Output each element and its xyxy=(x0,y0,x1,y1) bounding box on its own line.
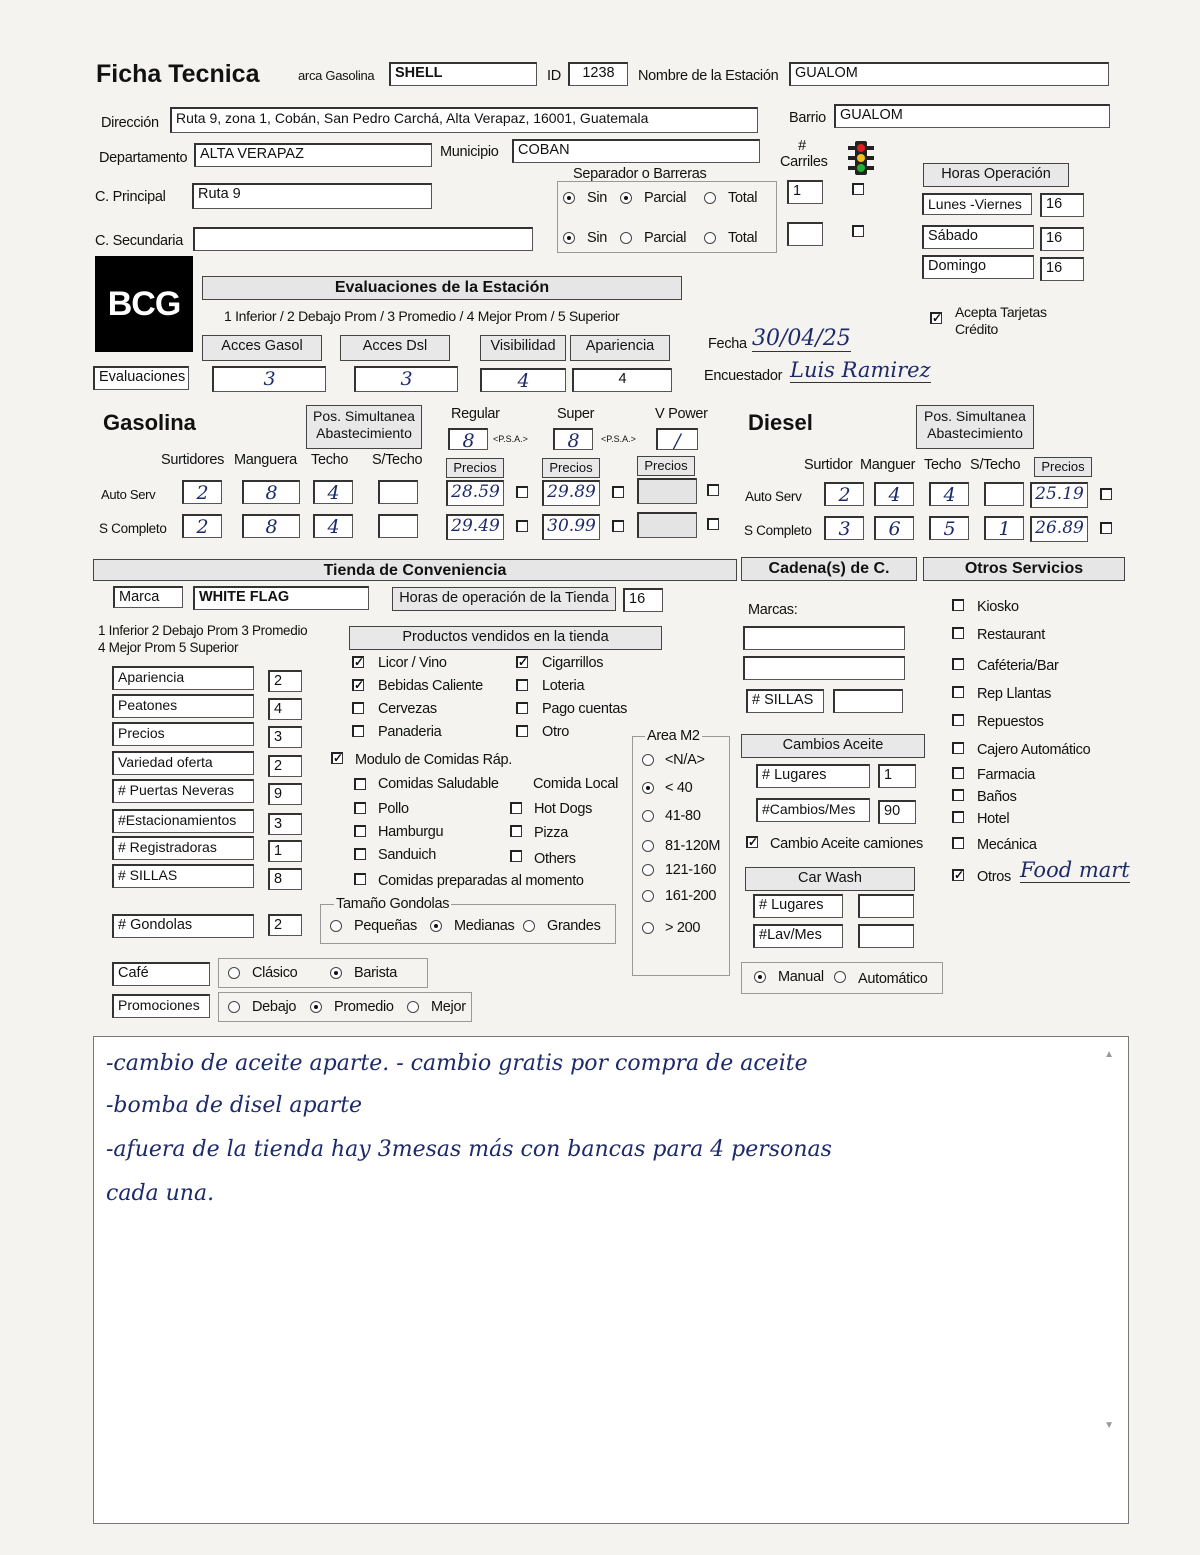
diesel-col-techo: Techo xyxy=(924,457,962,473)
producto-checkbox[interactable] xyxy=(352,725,364,737)
tienda-title: Tienda de Conveniencia xyxy=(93,559,737,581)
otro-servicio-label: Restaurant xyxy=(977,627,1045,643)
comidas-saludable-label: Comidas Saludable xyxy=(378,776,499,792)
gas-completo-label: S Completo xyxy=(99,521,167,536)
traffic-light-icon xyxy=(846,140,876,178)
producto-label: Cervezas xyxy=(378,701,437,717)
gondolas-medianas-radio[interactable] xyxy=(430,920,442,932)
tienda-marca-label: Marca xyxy=(113,586,183,608)
area-radio[interactable] xyxy=(642,782,654,794)
promo-debajo-radio[interactable] xyxy=(228,1001,240,1013)
cambios-mes-label: #Cambios/Mes xyxy=(756,798,870,822)
tienda-marca-field[interactable]: WHITE FLAG xyxy=(193,586,369,610)
barrio-label: Barrio xyxy=(789,110,826,126)
regular-label: Regular xyxy=(451,406,500,422)
carriles-principal-checkbox[interactable] xyxy=(852,183,864,195)
productos-title: Productos vendidos en la tienda xyxy=(349,626,662,650)
c-secundaria-label: C. Secundaria xyxy=(95,233,183,249)
area-label: 41-80 xyxy=(665,808,701,824)
gas-auto-serv-label: Auto Serv xyxy=(101,487,156,502)
evaluaciones-scale: 1 Inferior / 2 Debajo Prom / 3 Promedio / 4 Mejor Prom / 5 Superior xyxy=(224,308,620,324)
others-label: Others xyxy=(534,851,576,867)
nombre-estacion-field[interactable]: GUALOM xyxy=(789,62,1109,86)
sep-secundaria-sin-radio[interactable] xyxy=(563,232,575,244)
rating-field[interactable]: 8 xyxy=(268,868,302,890)
promociones-label: Promociones xyxy=(112,994,210,1018)
gas-completo-techo[interactable]: 4 xyxy=(313,514,353,538)
gondolas-label: # Gondolas xyxy=(112,914,254,938)
diesel-auto-techo[interactable]: 4 xyxy=(929,482,969,506)
diesel-col-surtidor: Surtidor xyxy=(804,457,853,473)
tienda-horas-field[interactable]: 16 xyxy=(623,588,663,612)
cadena-sillas-label: # SILLAS xyxy=(746,689,824,713)
eval-acces-gasol-field[interactable]: 3 xyxy=(212,366,326,392)
barrio-field[interactable]: GUALOM xyxy=(834,104,1110,128)
cambios-lugares-label: # Lugares xyxy=(756,764,870,788)
diesel-precios-header: Precios xyxy=(1034,457,1092,477)
cambios-mes-field[interactable]: 90 xyxy=(878,800,916,824)
diesel-completo-surtidor[interactable]: 3 xyxy=(824,516,864,540)
diesel-completo-precio[interactable]: 26.89 xyxy=(1030,516,1088,542)
form-title: Ficha Tecnica xyxy=(96,60,260,88)
producto-label: Loteria xyxy=(542,678,585,694)
carwash-manual-label: Manual xyxy=(778,969,824,985)
fecha-value[interactable]: 30/04/25 xyxy=(752,326,851,351)
carwash-lav-field[interactable] xyxy=(858,924,914,948)
departamento-label: Departamento xyxy=(99,150,188,166)
notes-area[interactable] xyxy=(93,1036,1129,1524)
otro-servicio-label: Baños xyxy=(977,789,1017,805)
super-psa-label: <P.S.A.> xyxy=(601,434,636,444)
diesel-pos-simultanea: Pos. Simultanea Abastecimiento xyxy=(916,405,1034,449)
gondolas-grandes-radio[interactable] xyxy=(523,920,535,932)
gas-auto-vpower-checkbox[interactable] xyxy=(707,484,719,496)
promo-mejor-radio[interactable] xyxy=(407,1001,419,1013)
acepta-tarjetas-label: Acepta Tarjetas Crédito xyxy=(955,304,1047,337)
promo-debajo-label: Debajo xyxy=(252,999,297,1015)
promo-mejor-label: Mejor xyxy=(431,999,466,1015)
gas-completo-precio-super[interactable]: 30.99 xyxy=(542,514,600,540)
vpower-psa-field[interactable]: / xyxy=(656,428,698,450)
rating-field[interactable]: 2 xyxy=(268,670,302,692)
otro-servicio-checkbox[interactable] xyxy=(952,627,964,639)
hotdogs-label: Hot Dogs xyxy=(534,801,593,817)
producto-checkbox[interactable]: ✓ xyxy=(518,655,529,669)
gondolas-pequenas-label: Pequeñas xyxy=(354,918,417,934)
gas-auto-manguera[interactable]: 8 xyxy=(242,480,300,504)
producto-checkbox[interactable] xyxy=(516,702,528,714)
rating-field[interactable]: 4 xyxy=(268,698,302,720)
gas-precios-regular-header: Precios xyxy=(446,458,504,478)
otros-servicios-title: Otros Servicios xyxy=(923,557,1125,581)
gas-completo-precio-regular[interactable]: 29.49 xyxy=(446,514,504,540)
lunes-viernes-label: Lunes -Viernes xyxy=(922,193,1032,215)
otro-servicio-checkbox[interactable] xyxy=(952,837,964,849)
preparadas-label: Comidas preparadas al momento xyxy=(378,873,584,889)
gas-completo-stecho[interactable] xyxy=(378,514,418,538)
carwash-automatico-radio[interactable] xyxy=(834,971,846,983)
cafe-barista-label: Barista xyxy=(354,965,398,981)
gas-auto-precio-super[interactable]: 29.89 xyxy=(542,480,600,506)
note-line: cada una. xyxy=(106,1181,215,1206)
otro-servicio-label: Repuestos xyxy=(977,714,1044,730)
gasolina-title: Gasolina xyxy=(103,410,196,435)
diesel-auto-stecho[interactable] xyxy=(984,482,1024,506)
area-radio[interactable] xyxy=(642,890,654,902)
note-line: -bomba de disel aparte xyxy=(106,1093,363,1118)
scroll-down-icon[interactable]: ▼ xyxy=(1104,1420,1114,1431)
eval-col-acces-dsl: Acces Dsl xyxy=(340,335,450,361)
cadena-sillas-field[interactable] xyxy=(833,689,903,713)
eval-col-acces-gasol: Acces Gasol xyxy=(202,335,322,361)
otro-servicio-label: Kiosko xyxy=(977,599,1019,615)
sabado-field[interactable]: 16 xyxy=(1040,227,1084,251)
c-principal-label: C. Principal xyxy=(95,189,166,205)
sep-principal-total-radio[interactable] xyxy=(704,192,716,204)
direccion-label: Dirección xyxy=(101,115,159,131)
gas-auto-precio-regular[interactable]: 28.59 xyxy=(446,480,504,506)
diesel-completo-manguer[interactable]: 6 xyxy=(874,516,914,540)
otro-servicio-label: Rep Llantas xyxy=(977,686,1052,702)
tienda-scale-2: 4 Mejor Prom 5 Superior xyxy=(98,640,239,655)
producto-label: Panaderia xyxy=(378,724,442,740)
sabado-label: Sábado xyxy=(922,225,1034,249)
tienda-horas-label: Horas de operación de la Tienda xyxy=(392,587,616,611)
gas-completo-manguera[interactable]: 8 xyxy=(242,514,300,538)
gas-precios-super-header: Precios xyxy=(542,458,600,478)
hotdogs-checkbox[interactable] xyxy=(510,802,522,814)
c-principal-field[interactable]: Ruta 9 xyxy=(192,183,432,209)
pollo-checkbox[interactable] xyxy=(354,802,366,814)
carwash-title: Car Wash xyxy=(745,867,915,891)
area-label: 81-120M xyxy=(665,838,721,854)
area-label: <N/A> xyxy=(665,752,705,768)
sep-secundaria-total-label: Total xyxy=(728,230,758,246)
area-radio[interactable] xyxy=(642,810,654,822)
sanduich-label: Sanduich xyxy=(378,847,437,863)
otro-servicio-checkbox[interactable] xyxy=(952,658,964,670)
diesel-auto-checkbox[interactable] xyxy=(1100,488,1112,500)
sep-principal-total-label: Total xyxy=(728,190,758,206)
direccion-field[interactable]: Ruta 9, zona 1, Cobán, San Pedro Carchá, Alta Verapaz, 16001, Guatemala xyxy=(170,107,758,133)
note-line: -cambio de aceite aparte. - cambio gratis por compra de aceite xyxy=(106,1051,808,1076)
producto-label: Bebidas Caliente xyxy=(378,678,483,694)
rating-label: Apariencia xyxy=(112,666,254,690)
gas-auto-super-checkbox[interactable] xyxy=(612,486,624,498)
note-line: -afuera de la tienda hay 3mesas más con bancas para 4 personas xyxy=(106,1137,832,1162)
promo-promedio-label: Promedio xyxy=(334,999,394,1015)
cambios-lugares-field[interactable]: 1 xyxy=(878,764,916,788)
otro-servicio-checkbox[interactable] xyxy=(952,599,964,611)
gas-completo-precio-vpower[interactable] xyxy=(637,512,697,538)
encuestador-value[interactable]: Luis Ramirez xyxy=(790,358,931,382)
carwash-lugares-field[interactable] xyxy=(858,894,914,918)
others-checkbox[interactable] xyxy=(510,850,522,862)
carriles-secundaria-field[interactable] xyxy=(787,222,823,246)
sanduich-checkbox[interactable] xyxy=(354,848,366,860)
fecha-label: Fecha xyxy=(708,336,747,352)
rating-field[interactable]: 3 xyxy=(268,726,302,748)
otro-servicio-checkbox[interactable] xyxy=(952,686,964,698)
cafe-barista-radio[interactable] xyxy=(330,967,342,979)
gas-col-techo: Techo xyxy=(311,452,349,468)
eval-col-visibilidad: Visibilidad xyxy=(480,335,566,361)
area-label: < 40 xyxy=(665,780,693,796)
separador-label: Separador o Barreras xyxy=(573,166,707,182)
diesel-completo-stecho[interactable]: 1 xyxy=(984,516,1024,540)
pollo-label: Pollo xyxy=(378,801,409,817)
otro-servicio-checkbox[interactable] xyxy=(952,742,964,754)
gondolas-pequenas-radio[interactable] xyxy=(330,920,342,932)
marca-gasolina-label: arca Gasolina xyxy=(298,68,375,83)
producto-label: Cigarrillos xyxy=(542,655,604,671)
rating-label: Peatones xyxy=(112,694,254,718)
nombre-estacion-label: Nombre de la Estación xyxy=(638,68,779,84)
bcg-logo: BCG xyxy=(95,256,193,352)
carwash-automatico-label: Automático xyxy=(858,971,928,987)
producto-checkbox[interactable]: ✓ xyxy=(354,678,365,692)
area-radio[interactable] xyxy=(642,864,654,876)
carwash-lugares-label: # Lugares xyxy=(753,894,843,918)
evaluaciones-title: Evaluaciones de la Estación xyxy=(202,276,682,300)
eval-acces-dsl-field[interactable]: 3 xyxy=(354,366,458,392)
preparadas-checkbox[interactable] xyxy=(354,873,366,885)
cambios-aceite-title: Cambios Aceite xyxy=(741,734,925,758)
producto-label: Licor / Vino xyxy=(378,655,447,671)
area-m2-group xyxy=(632,736,730,976)
sep-principal-sin-label: Sin xyxy=(587,190,608,206)
hamburgu-label: Hamburgu xyxy=(378,824,444,840)
diesel-auto-label: Auto Serv xyxy=(745,489,802,504)
gas-auto-stecho[interactable] xyxy=(378,480,418,504)
rating-field[interactable]: 9 xyxy=(268,783,302,805)
c-secundaria-field[interactable] xyxy=(193,227,533,251)
tienda-scale-1: 1 Inferior 2 Debajo Prom 3 Promedio xyxy=(98,623,308,638)
otros-value[interactable]: Food mart xyxy=(1020,858,1130,882)
gondolas-field[interactable]: 2 xyxy=(268,914,302,936)
cafe-clasico-radio[interactable] xyxy=(228,967,240,979)
gas-auto-techo[interactable]: 4 xyxy=(313,480,353,504)
producto-label: Pago cuentas xyxy=(542,701,628,717)
municipio-field[interactable]: COBAN xyxy=(512,139,760,163)
cambio-camiones-checkbox[interactable]: ✓ xyxy=(748,835,759,849)
scroll-up-icon[interactable]: ▲ xyxy=(1104,1049,1114,1060)
super-psa-field[interactable]: 8 xyxy=(553,428,593,450)
regular-psa-field[interactable]: 8 xyxy=(448,428,488,450)
gas-completo-regular-checkbox[interactable] xyxy=(516,520,528,532)
area-radio[interactable] xyxy=(642,754,654,766)
carriles-secundaria-checkbox[interactable] xyxy=(852,225,864,237)
cadenas-title: Cadena(s) de C. xyxy=(741,557,917,581)
rating-field[interactable]: 3 xyxy=(268,813,302,835)
sep-principal-parcial-label: Parcial xyxy=(644,190,687,206)
area-label: > 200 xyxy=(665,920,701,936)
otro-servicio-checkbox[interactable] xyxy=(952,789,964,801)
domingo-label: Domingo xyxy=(922,255,1034,279)
eval-visibilidad-field[interactable]: 4 xyxy=(480,368,566,392)
carwash-lav-label: #Lav/Mes xyxy=(753,924,843,948)
gas-auto-surtidores[interactable]: 2 xyxy=(182,480,222,504)
producto-label: Otro xyxy=(542,724,569,740)
cafe-clasico-label: Clásico xyxy=(252,965,298,981)
rating-label: # SILLAS xyxy=(112,864,254,888)
gas-completo-surtidores[interactable]: 2 xyxy=(182,514,222,538)
gas-col-surtidores: Surtidores xyxy=(161,452,225,468)
comida-local-label: Comida Local xyxy=(533,776,619,792)
area-radio[interactable] xyxy=(642,922,654,934)
gas-completo-super-checkbox[interactable] xyxy=(612,520,624,532)
id-field[interactable]: 1238 xyxy=(568,62,628,86)
modulo-comidas-checkbox[interactable]: ✓ xyxy=(333,751,344,765)
otro-servicio-checkbox[interactable] xyxy=(952,811,964,823)
otros-checkbox[interactable]: ✓ xyxy=(954,868,965,882)
diesel-auto-surtidor[interactable]: 2 xyxy=(824,482,864,506)
diesel-col-manguer: Manguer xyxy=(860,457,916,473)
diesel-completo-techo[interactable]: 5 xyxy=(929,516,969,540)
rating-label: #Estacionamientos xyxy=(112,809,254,833)
area-radio[interactable] xyxy=(642,840,654,852)
otros-label: Otros xyxy=(977,869,1011,885)
sep-secundaria-parcial-radio[interactable] xyxy=(620,232,632,244)
super-label: Super xyxy=(557,406,595,422)
area-label: 161-200 xyxy=(665,888,717,904)
gondolas-grandes-label: Grandes xyxy=(547,918,601,934)
encuestador-label: Encuestador xyxy=(704,368,783,384)
area-m2-title: Area M2 xyxy=(647,728,700,744)
sep-secundaria-total-radio[interactable] xyxy=(704,232,716,244)
horas-operacion-button[interactable]: Horas Operación xyxy=(923,163,1069,187)
sep-secundaria-sin-label: Sin xyxy=(587,230,608,246)
otro-servicio-label: Hotel xyxy=(977,811,1010,827)
otro-servicio-label: Farmacia xyxy=(977,767,1036,783)
gas-auto-regular-checkbox[interactable] xyxy=(516,486,528,498)
marca-gasolina-field[interactable]: SHELL xyxy=(389,62,537,86)
area-label: 121-160 xyxy=(665,862,717,878)
departamento-field[interactable]: ALTA VERAPAZ xyxy=(194,143,432,167)
regular-psa-label: <P.S.A.> xyxy=(493,434,528,444)
otro-servicio-label: Mecánica xyxy=(977,837,1037,853)
otro-servicio-label: Cajero Automático xyxy=(977,742,1091,758)
otro-servicio-checkbox[interactable] xyxy=(952,714,964,726)
gas-col-manguera: Manguera xyxy=(234,452,297,468)
sep-principal-parcial-radio[interactable] xyxy=(620,192,632,204)
gas-col-stecho: S/Techo xyxy=(372,452,423,468)
rating-field[interactable]: 1 xyxy=(268,840,302,862)
acepta-tarjetas-checkbox[interactable]: ✓ xyxy=(932,311,943,325)
modulo-comidas-label: Modulo de Comidas Ráp. xyxy=(355,752,513,768)
cambio-camiones-label: Cambio Aceite camiones xyxy=(770,836,923,852)
eval-apariencia-field[interactable]: 4 xyxy=(572,368,672,392)
lunes-viernes-field[interactable]: 16 xyxy=(1040,193,1084,217)
rating-label: # Puertas Neveras xyxy=(112,779,254,803)
carriles-label: # Carriles xyxy=(780,138,828,170)
diesel-col-stecho: S/Techo xyxy=(970,457,1021,473)
cadena-marca-2-field[interactable] xyxy=(743,656,905,680)
producto-checkbox[interactable] xyxy=(516,725,528,737)
rating-field[interactable]: 2 xyxy=(268,755,302,777)
rating-label: Variedad oferta xyxy=(112,751,254,775)
hamburgu-checkbox[interactable] xyxy=(354,825,366,837)
gondolas-medianas-label: Medianas xyxy=(454,918,515,934)
producto-checkbox[interactable]: ✓ xyxy=(354,655,365,669)
otro-servicio-label: Caféteria/Bar xyxy=(977,658,1059,674)
diesel-auto-precio[interactable]: 25.19 xyxy=(1030,482,1088,508)
cadena-marca-1-field[interactable] xyxy=(743,626,905,650)
diesel-auto-manguer[interactable]: 4 xyxy=(874,482,914,506)
promo-promedio-radio[interactable] xyxy=(310,1001,322,1013)
id-label: ID xyxy=(547,68,561,84)
sep-secundaria-parcial-label: Parcial xyxy=(644,230,687,246)
carriles-principal-field[interactable]: 1 xyxy=(787,180,823,204)
carwash-manual-radio[interactable] xyxy=(754,971,766,983)
gas-auto-precio-vpower[interactable] xyxy=(637,478,697,504)
tamano-gondolas-title: Tamaño Gondolas xyxy=(336,896,450,912)
eval-col-apariencia: Apariencia xyxy=(570,335,670,361)
pizza-label: Pizza xyxy=(534,825,568,841)
rating-label: # Registradoras xyxy=(112,836,254,860)
gas-precios-vpower-header: Precios xyxy=(637,456,695,476)
sep-principal-sin-radio[interactable] xyxy=(563,192,575,204)
gasolina-pos-simultanea: Pos. Simultanea Abastecimiento xyxy=(306,405,422,449)
cafe-label: Café xyxy=(112,962,210,986)
municipio-label: Municipio xyxy=(440,144,499,160)
comidas-saludable-checkbox[interactable] xyxy=(354,778,366,790)
pizza-checkbox[interactable] xyxy=(510,825,522,837)
diesel-completo-checkbox[interactable] xyxy=(1100,522,1112,534)
diesel-completo-label: S Completo xyxy=(744,523,812,538)
domingo-field[interactable]: 16 xyxy=(1040,257,1084,281)
gas-completo-vpower-checkbox[interactable] xyxy=(707,518,719,530)
marcas-label: Marcas: xyxy=(748,602,798,618)
producto-checkbox[interactable] xyxy=(352,702,364,714)
evaluaciones-label: Evaluaciones xyxy=(93,366,189,390)
vpower-label: V Power xyxy=(655,406,708,422)
diesel-title: Diesel xyxy=(748,410,813,435)
otro-servicio-checkbox[interactable] xyxy=(952,767,964,779)
rating-label: Precios xyxy=(112,722,254,746)
producto-checkbox[interactable] xyxy=(516,679,528,691)
